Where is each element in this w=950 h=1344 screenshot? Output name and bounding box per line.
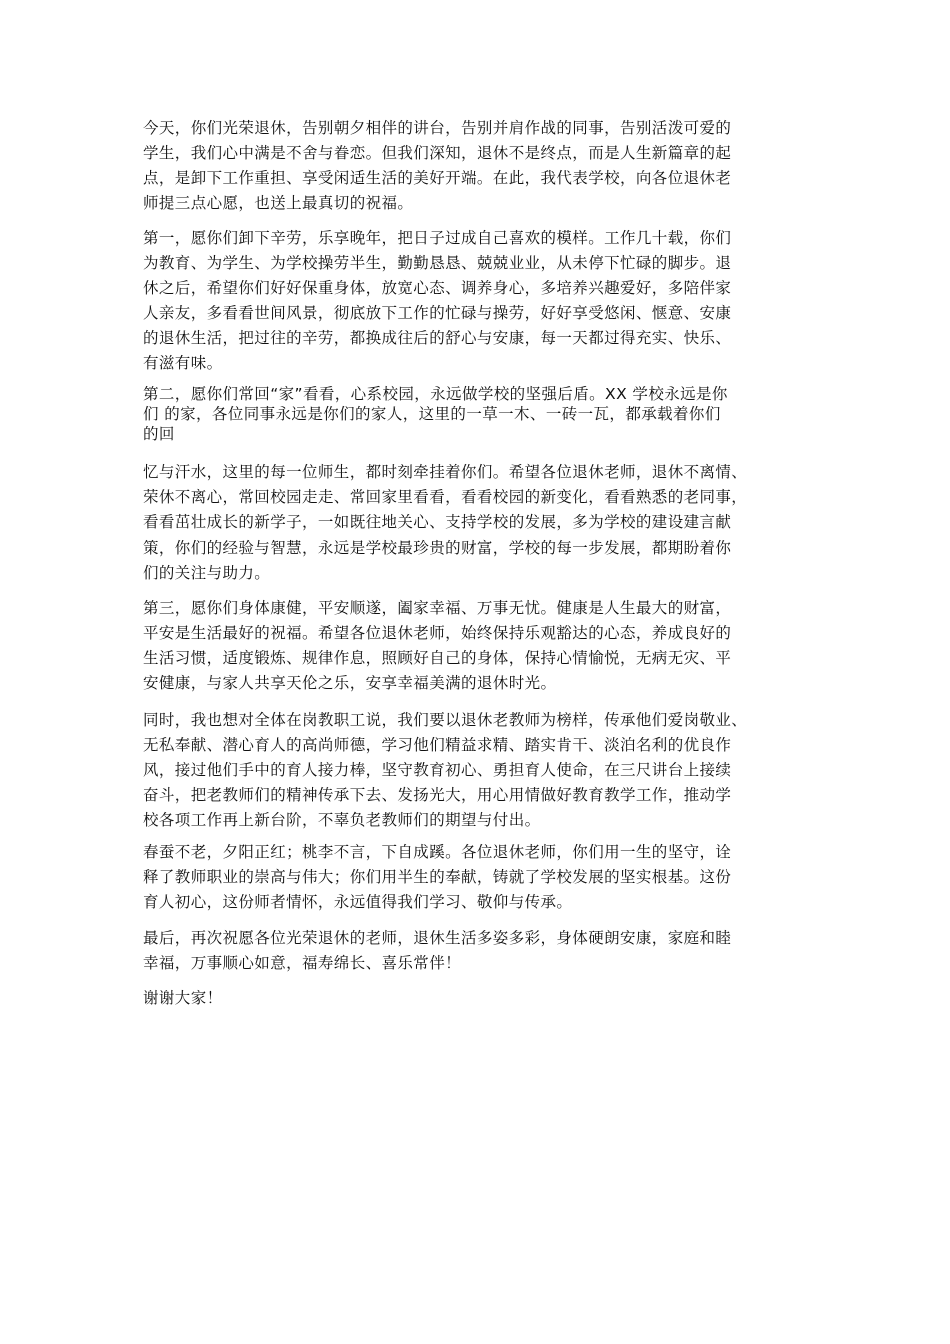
paragraph-tribute — [143, 840, 731, 915]
text-line: 生活习惯，适度锻炼、规律作息，照顾好自己的身体，保持心情愉悦，无病无灾、平 — [143, 649, 732, 667]
text-line: 无私奉献、潜心育人的高尚师德，学习他们精益求精、踏实肯干、淡泊名利的优良作 — [143, 736, 732, 754]
text-line: 的退休生活，把过往的辛劳，都换成往后的舒心与安康，每一天都过得充实、快乐、 — [143, 329, 732, 347]
text-line: 的回 — [143, 425, 175, 443]
text-line: 有滋有味。 — [143, 354, 223, 372]
text-line: 同时，我也想对全体在岗教职工说，我们要以退休老教师为榜样，传承他们爱岗敬业、 — [143, 711, 748, 729]
text-line: 第二，愿你们常回“家”看看，心系校园，永远做学校的坚强后盾。XX 学校永远是你 — [143, 385, 728, 403]
text-line: 幸福，万事顺心如意，福寿绵长、喜乐常伴！ — [143, 954, 462, 972]
paragraph-second-wish-c — [143, 536, 731, 586]
text-line: 荣休不离心，常回校园走走、常回家里看看，看看校园的新变化，看看熟悉的老同事， — [143, 488, 748, 506]
text-line: 春蚕不老，夕阳正红；桃李不言，下自成蹊。各位退休老师，你们用一生的坚守，诠 — [143, 843, 732, 861]
paragraph-second-wish-b — [143, 460, 747, 535]
text-line: 们 的家，各位同事永远是你们的家人，这里的一草一木、一砖一瓦，都承载着你们 — [143, 405, 721, 423]
paragraph-third-wish — [143, 596, 731, 696]
text-line: 看看茁壮成长的新学子，一如既往地关心、支持学校的发展，多为学校的建设建言献 — [143, 513, 732, 531]
text-line: 校各项工作再上新台阶，不辜负老教师们的期望与付出。 — [143, 811, 541, 829]
text-line: 策，你们的经验与智慧，永远是学校最珍贵的财富，学校的每一步发展，都期盼着你 — [143, 539, 732, 557]
text-line: 们的关注与助力。 — [143, 564, 271, 582]
text-line: 今天，你们光荣退休，告别朝夕相伴的讲台，告别并肩作战的同事，告别活泼可爱的 — [143, 119, 732, 137]
text-line: 平安是生活最好的祝福。希望各位退休老师，始终保持乐观豁达的心态，养成良好的 — [143, 624, 732, 642]
text-line: 点，是卸下工作重担、享受闲适生活的美好开端。在此，我代表学校，向各位退休老 — [143, 169, 732, 187]
text-line: 最后，再次祝愿各位光荣退休的老师，退休生活多姿多彩，身体硬朗安康，家庭和睦 — [143, 929, 732, 947]
text-line: 安健康，与家人共享天伦之乐，安享幸福美满的退休时光。 — [143, 674, 557, 692]
text-line: 休之后，希望你们好好保重身体，放宽心态、调养身心，多培养兴趣爱好，多陪伴家 — [143, 279, 732, 297]
paragraph-to-staff — [143, 708, 747, 833]
text-line: 师提三点心愿，也送上最真切的祝福。 — [143, 194, 414, 212]
text-line: 为教育、为学生、为学校操劳半生，勤勤恳恳、兢兢业业，从未停下忙碌的脚步。退 — [143, 254, 732, 272]
text-line: 人亲友，多看看世间风景，彻底放下工作的忙碌与操劳，好好享受悠闲、惬意、安康 — [143, 304, 732, 322]
text-line: 风，接过他们手中的育人接力棒，坚守教育初心、勇担育人使命，在三尺讲台上接续 — [143, 761, 732, 779]
text-line: 忆与汗水，这里的每一位师生，都时刻牵挂着你们。希望各位退休老师，退休不离情、 — [143, 463, 748, 481]
text-line: 育人初心，这份师者情怀，永远值得我们学习、敬仰与传承。 — [143, 893, 573, 911]
text-line: 学生，我们心中满是不舍与眷恋。但我们深知，退休不是终点，而是人生新篇章的起 — [143, 144, 732, 162]
text-line: 谢谢大家！ — [143, 989, 223, 1007]
text-line: 奋斗，把老教师们的精神传承下去、发扬光大，用心用情做好教育教学工作，推动学 — [143, 786, 732, 804]
paragraph-closing-wish — [143, 926, 731, 976]
text-line: 第三，愿你们身体康健，平安顺遂，阖家幸福、万事无忧。健康是人生最大的财富， — [143, 599, 732, 617]
paragraph-second-wish-a — [143, 384, 728, 444]
paragraph-intro — [143, 116, 731, 216]
paragraph-first-wish — [143, 226, 731, 376]
text-line: 第一，愿你们卸下辛劳，乐享晚年，把日子过成自己喜欢的模样。工作几十载，你们 — [143, 229, 732, 247]
paragraph-thanks — [143, 986, 223, 1011]
text-line: 释了教师职业的崇高与伟大；你们用半生的奉献，铸就了学校发展的坚实根基。这份 — [143, 868, 732, 886]
